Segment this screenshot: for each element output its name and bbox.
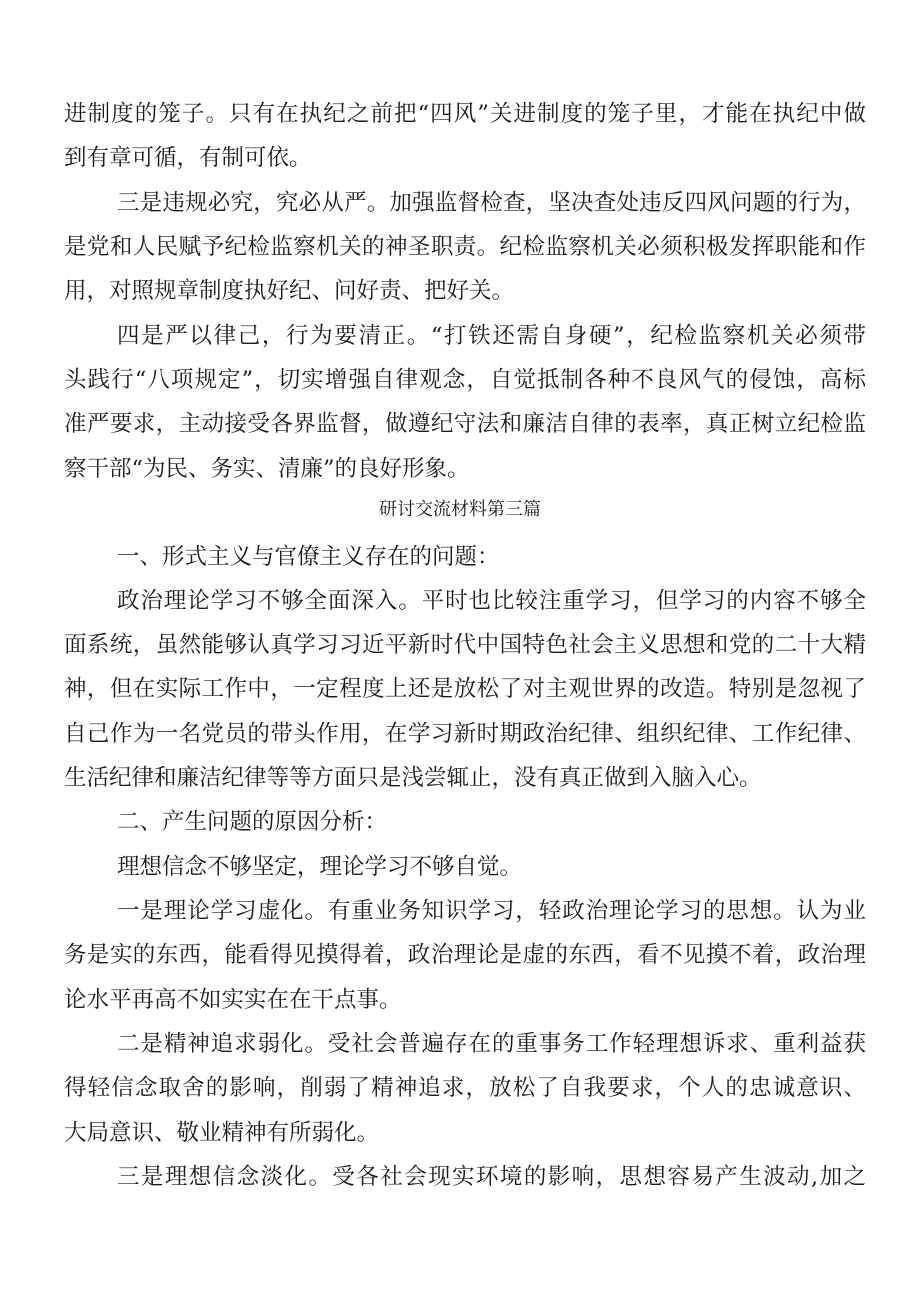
paragraph-line: 政治理论学习不够全面深入。平时也比较注重学习，但学习的内容不够全 [117,588,866,614]
paragraph-line: 四是严以律己，行为要清正。“打铁还需自身硬”，纪检监察机关必须带 [117,323,866,349]
paragraph-line: 三是理想信念淡化。受各社会现实环境的影响，思想容易产生波动,加之 [117,1164,866,1190]
paragraph-line: 得轻信念取舍的影响，削弱了精神追求，放松了自我要求，个人的忠诚意识、 [64,1075,866,1101]
paragraph-line: 神，但在实际工作中，一定程度上还是放松了对主观世界的改造。特别是忽视了 [64,676,866,702]
paragraph-line: 自己作为一名党员的带头作用，在学习新时期政治纪律、组织纪律、工作纪律、 [64,721,866,747]
paragraph-line: 二是精神追求弱化。受社会普遍存在的重事务工作轻理想诉求、重利益获 [117,1031,866,1057]
paragraph-line: 到有章可循，有制可依。 [64,145,312,171]
paragraph-line: 生活纪律和廉洁纪律等等方面只是浅尝辄止，没有真正做到入脑入心。 [64,765,762,791]
paragraph-line: 论水平再高不如实实在在干点事。 [64,987,402,1013]
paragraph-line: 用，对照规章制度执好纪、问好责、把好关。 [64,278,515,304]
section-title: 研讨交流材料第三篇 [379,499,541,520]
paragraph-line: 大局意识、敬业精神有所弱化。 [64,1120,380,1146]
section-heading: 二、产生问题的原因分析： [117,809,388,835]
paragraph-line: 面系统，虽然能够认真学习习近平新时代中国特色社会主义思想和党的二十大精 [64,632,866,658]
paragraph-line: 察干部“为民、务实、清廉”的良好形象。 [64,456,470,482]
paragraph-line: 一是理论学习虚化。有重业务知识学习，轻政治理论学习的思想。认为业 [117,898,866,924]
paragraph-line: 是党和人民赋予纪检监察机关的神圣职责。纪检监察机关必须积极发挥职能和作 [64,234,866,260]
paragraph-line: 务是实的东西，能看得见摸得着，政治理论是虚的东西，看不见摸不着，政治理 [64,942,866,968]
paragraph-line: 头践行“八项规定”，切实增强自律观念，自觉抵制各种不良风气的侵蚀，高标 [64,367,866,393]
paragraph-line: 理想信念不够坚定，理论学习不够自觉。 [117,854,523,880]
paragraph-line: 三是违规必究，究必从严。加强监督检查，坚决查处违反四风问题的行为， [117,190,866,216]
paragraph-line: 进制度的笼子。只有在执纪之前把“四风”关进制度的笼子里，才能在执纪中做 [64,101,866,127]
section-heading: 一、形式主义与官僚主义存在的问题： [117,544,500,570]
paragraph-line: 准严要求，主动接受各界监督，做遵纪守法和廉洁自律的表率，真正树立纪检监 [64,411,866,437]
